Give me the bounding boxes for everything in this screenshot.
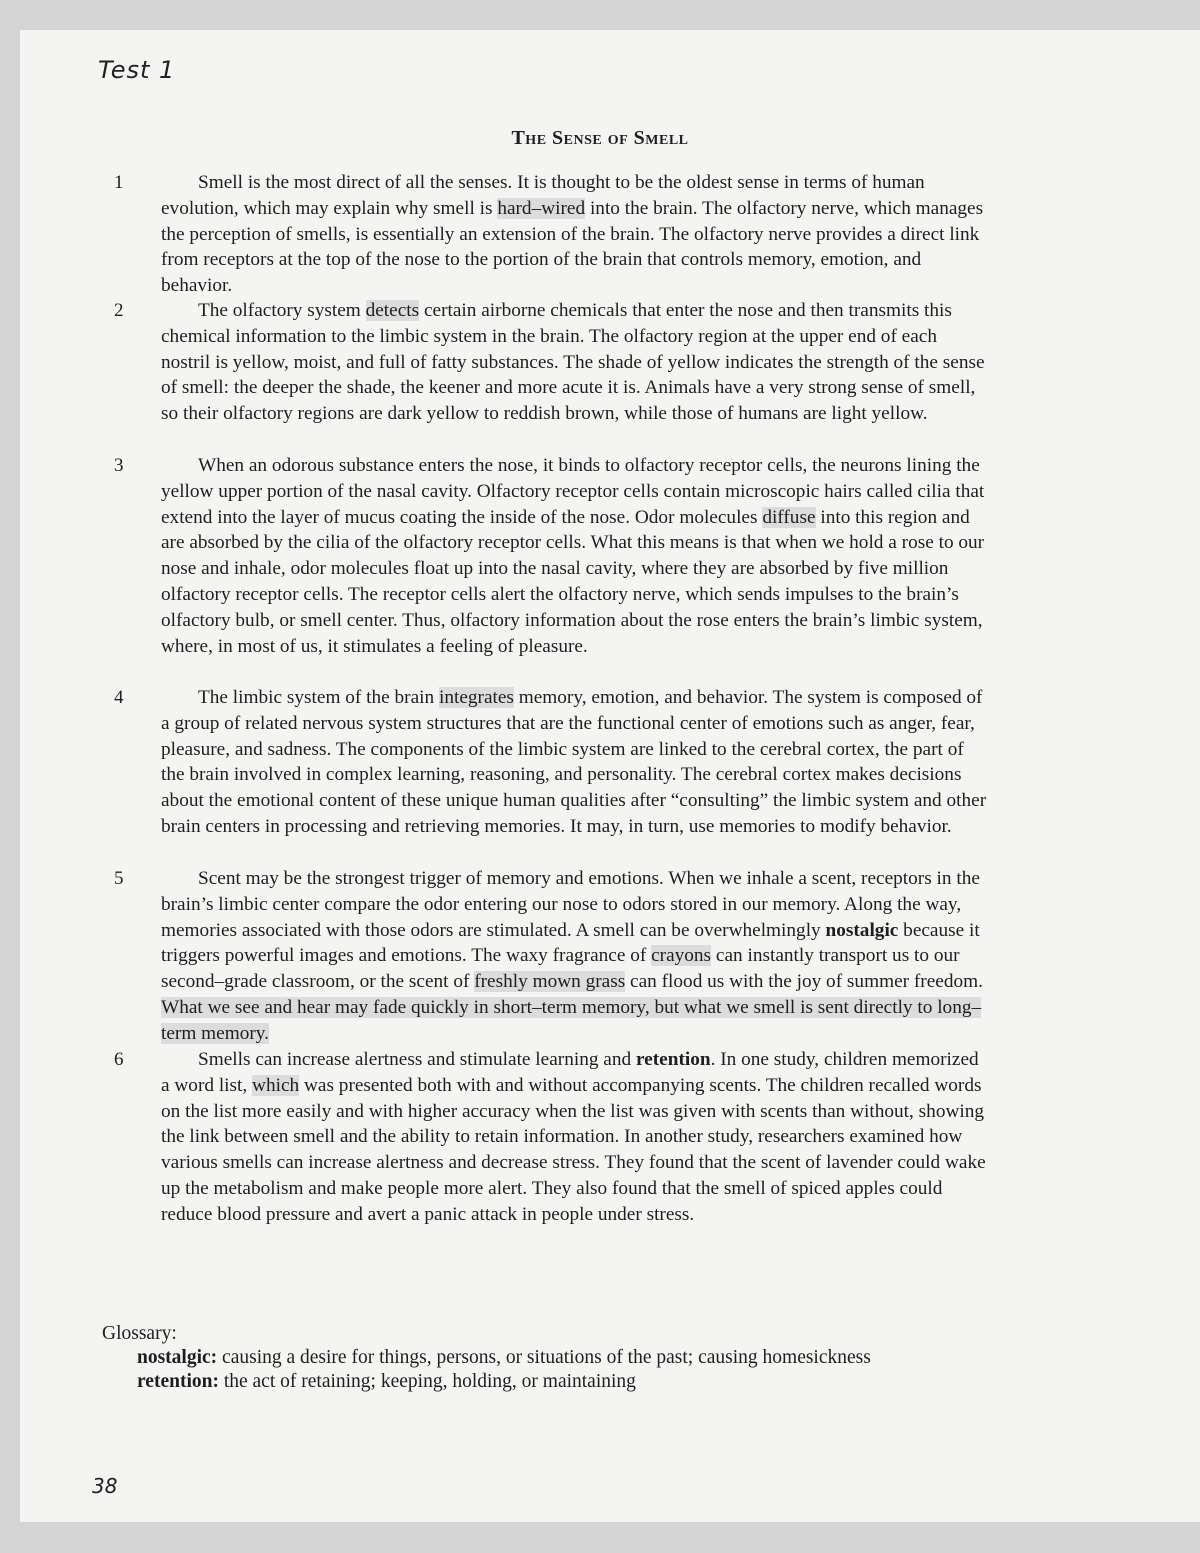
text-segment: When an odorous substance enters the nose, it binds to olfactory receptor cells, the neurons lining the yellow upper portion of the nasal cavity. Olfactory receptor cells contain microscopic hairs called cilia that extend into the layer of mucus coating the inside of the nose. Odor molecules xyxy=(161,455,985,528)
highlighted-text: hard–wired xyxy=(497,197,586,219)
paragraph-text xyxy=(161,453,987,659)
paragraph-text xyxy=(161,685,987,840)
glossary-definition: the act of retaining; keeping, holding, or maintaining xyxy=(218,1371,636,1392)
text-segment: can instantly transport us to our second–grade classroom, or the scent of xyxy=(161,945,960,993)
paragraph-number: 4 xyxy=(114,687,124,708)
page-number: 38 xyxy=(92,1474,118,1498)
glossary-term: retention: xyxy=(137,1371,219,1392)
bold-term: nostalgic xyxy=(825,919,899,941)
text-segment: can flood us with the joy of summer freedom. xyxy=(625,971,983,993)
text-segment: Smells can increase alertness and stimulate learning and xyxy=(198,1049,636,1070)
text-segment: because it triggers powerful images and emotions. The waxy fragrance of xyxy=(161,919,980,967)
paragraph-number: 3 xyxy=(114,455,124,476)
glossary-definition: causing a desire for things, persons, or situations of the past; causing homesickness xyxy=(217,1347,871,1368)
paragraph-number: 6 xyxy=(114,1049,124,1070)
test-label: Test 1 xyxy=(98,56,176,84)
text-segment: into the brain. The olfactory nerve, which manages the perception of smells, is essentially an extension of the brain. The olfactory nerve provides a direct link from receptors at the top of the nose to the portion of the brain that controls memory, emotion, and behavior. xyxy=(161,197,984,297)
glossary-entry xyxy=(137,1371,636,1393)
paragraph-number: 5 xyxy=(114,868,124,889)
text-segment: The limbic system of the brain xyxy=(198,687,439,708)
glossary-term: nostalgic: xyxy=(137,1347,218,1368)
text-segment: Scent may be the strongest trigger of memory and emotions. When we inhale a scent, receptors in the brain’s limbic center compare the odor entering our nose to odors stored in our memory. Along the way, memories associated with those odors are stimulated. A smell can be overwhelmingly xyxy=(161,868,980,941)
paragraph-text xyxy=(161,1047,987,1228)
glossary-title: Glossary: xyxy=(102,1323,177,1344)
text-segment: memory, emotion, and behavior. The system is composed of a group of related nervous system structures that are the functional center of emotions such as anger, fear, pleasure, and sadness. The components of the limbic system are linked to the cerebral cortex, the part of the brain involved in complex learning, reasoning, and personality. The cerebral cortex makes decisions about the emotional content of these unique human qualities after “consulting” the limbic system and other brain centers in processing and retrieving memories. It may, in turn, use memories to modify behavior. xyxy=(161,687,987,837)
page-title: The Sense of Smell xyxy=(511,127,689,149)
highlighted-text: crayons xyxy=(651,945,712,967)
paragraph-text xyxy=(161,298,987,427)
paragraph-number: 2 xyxy=(114,300,124,321)
highlighted-text: freshly mown grass xyxy=(474,971,626,993)
paragraph-number: 1 xyxy=(114,172,124,193)
highlighted-text: diffuse xyxy=(762,506,816,528)
highlighted-text: What we see and hear may fade quickly in short–term memory, but what we smell is sent directly to long–term memory. xyxy=(161,996,982,1044)
highlighted-text: which xyxy=(252,1074,300,1096)
highlighted-text: detects xyxy=(365,300,420,321)
text-segment: certain airborne chemicals that enter the nose and then transmits this chemical information to the limbic system in the brain. The olfactory region at the upper end of each nostril is yellow, moist, and full of fatty substances. The shade of yellow indicates the strength of the sense of smell: the deeper the shade, the keener and more acute it is. Animals have a very strong sense of smell, so their olfactory regions are dark yellow to reddish brown, while those of humans are light yellow. xyxy=(161,300,985,425)
glossary-entry xyxy=(137,1347,871,1369)
text-segment: was presented both with and without accompanying scents. The children recalled words on the list more easily and with higher accuracy when the list was given with scents than without, showing the link between smell and the ability to retain information. In another study, researchers examined how various smells can increase alertness and decrease stress. They found that the scent of lavender could wake up the metabolism and make people more alert. They also found that the smell of spiced apples could reduce blood pressure and avert a panic attack in people under stress. xyxy=(161,1074,986,1225)
paragraph-text xyxy=(161,170,987,299)
bold-term: retention xyxy=(635,1049,711,1070)
text-segment: into this region and are absorbed by the cilia of the olfactory receptor cells. What this means is that when we hold a rose to our nose and inhale, odor molecules float up into the nasal cavity, where they are absorbed by five million olfactory receptor cells. The receptor cells alert the olfactory nerve, which sends impulses to the brain’s olfactory bulb, or smell center. Thus, olfactory information about the rose enters the brain’s limbic system, where, in most of us, it stimulates a feeling of pleasure. xyxy=(161,506,985,657)
paragraph-text xyxy=(161,866,987,1047)
text-segment: The olfactory system xyxy=(198,300,366,321)
text-segment: . In one study, children memorized a word list, xyxy=(161,1049,979,1096)
text-segment: Smell is the most direct of all the senses. It is thought to be the oldest sense in terms of human evolution, which may explain why smell is xyxy=(161,172,925,219)
highlighted-text: integrates xyxy=(438,687,514,708)
